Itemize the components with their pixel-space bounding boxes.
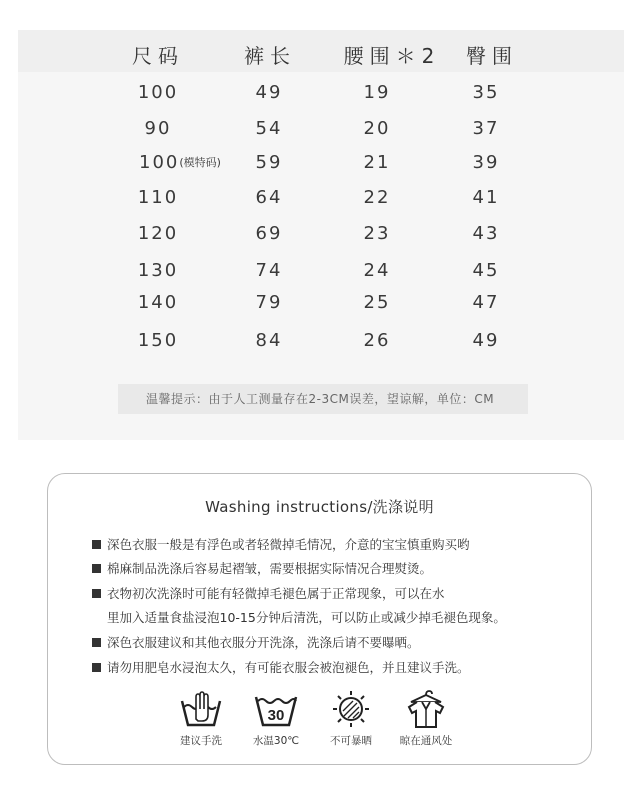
instruction-line	[92, 535, 470, 553]
size-value: 100	[139, 152, 180, 173]
bullet-square-icon	[92, 589, 101, 598]
wash-30-icon	[253, 689, 299, 729]
care-water-temp	[241, 689, 311, 748]
instruction-line	[92, 584, 445, 602]
care-label: 不可暴晒	[330, 735, 372, 747]
size-cell: 130	[137, 260, 179, 281]
length-cell: 84	[255, 330, 283, 351]
care-label: 晾在通风处	[399, 735, 453, 747]
size-cell: 100	[137, 82, 179, 103]
care-hang-dry	[391, 689, 461, 748]
waist-cell: 25	[363, 292, 391, 313]
instruction-text: 请勿用肥皂水浸泡太久，有可能衣服会被泡褪色，并且建议手洗。	[107, 660, 470, 675]
washing-instructions-box	[47, 473, 592, 765]
size-cell: 150	[137, 330, 179, 351]
size-cell: 110	[137, 187, 179, 208]
bullet-square-icon	[92, 663, 101, 672]
hip-cell: 47	[472, 292, 500, 313]
length-cell: 74	[255, 260, 283, 281]
header-hip: 臀围	[466, 44, 518, 68]
care-label: 建议手洗	[180, 735, 222, 747]
hip-cell: 43	[472, 223, 500, 244]
length-cell: 59	[255, 152, 283, 173]
no-sun-icon	[328, 689, 374, 729]
care-hand-wash	[166, 689, 236, 748]
instruction-text: 棉麻制品洗涤后容易起褶皱，需要根据实际情况合理熨烫。	[107, 561, 433, 576]
waist-cell: 19	[363, 82, 391, 103]
waist-cell: 23	[363, 223, 391, 244]
hip-cell: 41	[472, 187, 500, 208]
length-cell: 64	[255, 187, 283, 208]
header-waist: 腰围＊2	[343, 44, 441, 68]
instruction-text: 衣物初次洗涤时可能有轻微掉毛褪色属于正常现象，可以在水	[107, 586, 445, 601]
hip-cell: 49	[472, 330, 500, 351]
waist-cell: 26	[363, 330, 391, 351]
care-label: 水温30℃	[252, 735, 300, 747]
washing-title: Washing instructions/洗涤说明	[205, 498, 434, 516]
instruction-line-continued: 里加入适量食盐浸泡10-15分钟后清洗，可以防止或减少掉毛褪色现象。	[107, 610, 506, 625]
length-cell: 49	[255, 82, 283, 103]
hip-cell: 45	[472, 260, 500, 281]
size-table-header	[18, 30, 624, 72]
header-pants-length: 裤长	[244, 44, 296, 68]
hip-cell: 39	[472, 152, 500, 173]
length-cell: 54	[255, 118, 283, 139]
length-cell: 79	[255, 292, 283, 313]
instruction-text: 深色衣服建议和其他衣服分开洗涤，洗涤后请不要曝晒。	[107, 635, 420, 650]
care-no-sun	[316, 689, 386, 748]
header-size: 尺码	[132, 44, 184, 68]
hip-cell: 35	[472, 82, 500, 103]
bullet-square-icon	[92, 638, 101, 647]
size-cell: 140	[137, 292, 179, 313]
length-cell: 69	[255, 223, 283, 244]
waist-cell: 24	[363, 260, 391, 281]
size-chart-panel	[18, 30, 624, 440]
instruction-text: 深色衣服一般是有浮色或者轻微掉毛情况，介意的宝宝慎重购买哟	[107, 537, 470, 552]
model-size-note: (模特码)	[179, 156, 221, 169]
waist-cell: 21	[363, 152, 391, 173]
waist-cell: 20	[363, 118, 391, 139]
instruction-line	[92, 658, 470, 676]
bullet-square-icon	[92, 540, 101, 549]
bullet-square-icon	[92, 564, 101, 573]
instruction-line	[92, 559, 432, 577]
hip-cell: 37	[472, 118, 500, 139]
hand-wash-icon	[178, 689, 224, 729]
hang-dry-icon	[403, 689, 449, 729]
wash-temp-number: 30	[267, 707, 285, 724]
measurement-tip: 温馨提示：由于人工测量存在2-3CM误差，望谅解，单位：CM	[118, 384, 528, 414]
size-cell	[139, 152, 221, 173]
waist-cell: 22	[363, 187, 391, 208]
size-cell: 120	[137, 223, 179, 244]
size-cell: 90	[144, 118, 172, 139]
instruction-line	[92, 633, 420, 651]
